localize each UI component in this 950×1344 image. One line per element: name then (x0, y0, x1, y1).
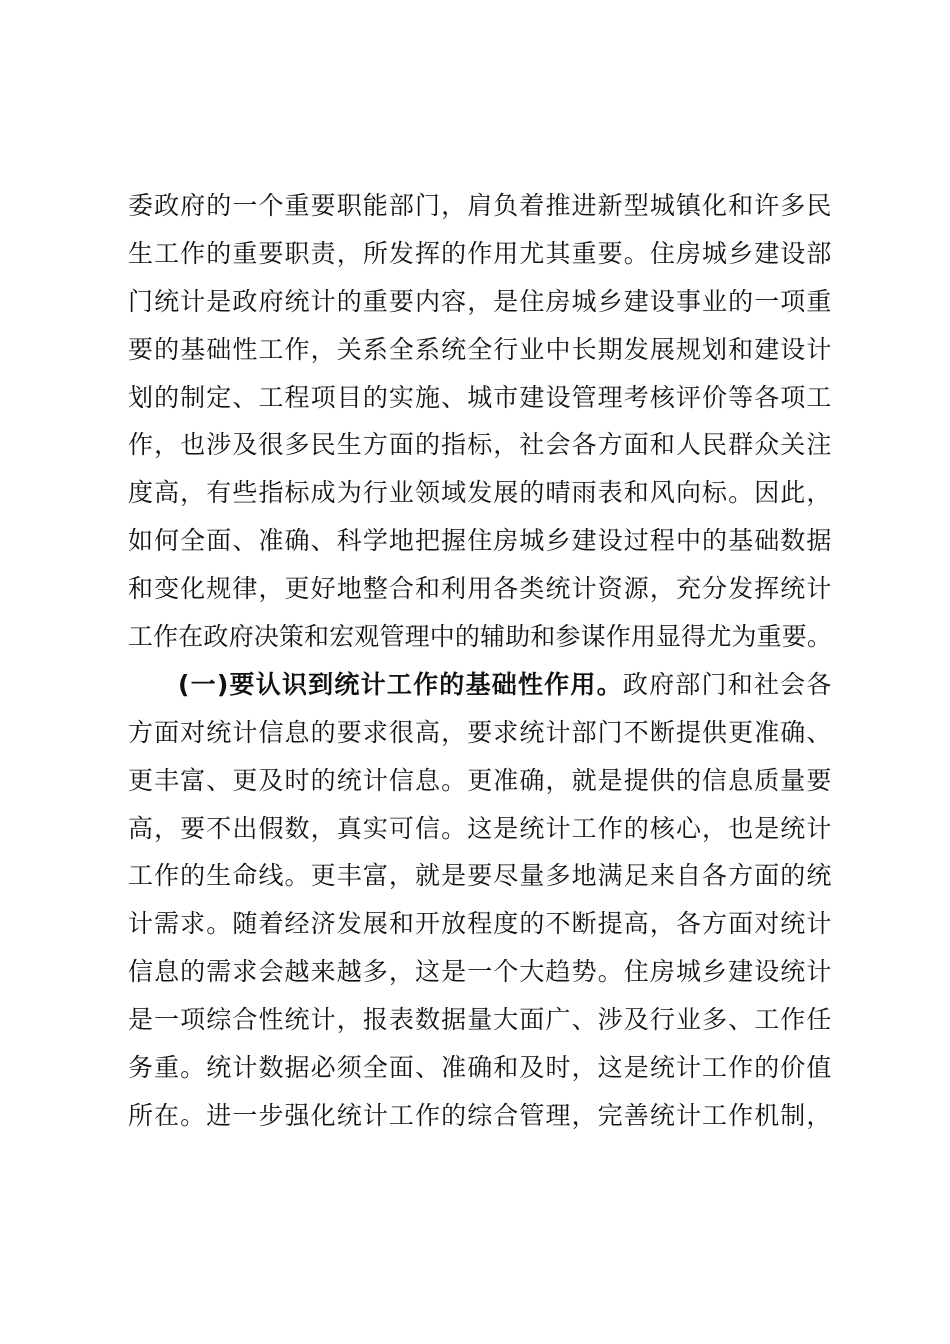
text-span: 政府部门和社会各 (622, 669, 832, 699)
text-line: 计需求。随着经济发展和开放程度的不断提高，各方面对统计 (128, 909, 832, 939)
text-line: 度高，有些指标成为行业领域发展的晴雨表和风向标。因此， (128, 478, 832, 508)
section-heading: (一)要认识到统计工作的基础性作用。 (178, 669, 623, 699)
text-line: 工作的生命线。更丰富，就是要尽量多地满足来自各方面的统 (128, 861, 832, 891)
text-line: 要的基础性工作，关系全系统全行业中长期发展规划和建设计 (128, 334, 832, 364)
text-line: 更丰富、更及时的统计信息。更准确，就是提供的信息质量要 (128, 765, 832, 795)
text-line: 高，要不出假数，真实可信。这是统计工作的核心，也是统计 (128, 813, 832, 843)
text-line: 划的制定、工程项目的实施、城市建设管理考核评价等各项工 (128, 382, 832, 412)
text-line: 门统计是政府统计的重要内容，是住房城乡建设事业的一项重 (128, 286, 832, 316)
text-line: 和变化规律，更好地整合和利用各类统计资源，充分发挥统计 (128, 574, 832, 604)
text-line: 生工作的重要职责，所发挥的作用尤其重要。住房城乡建设部 (128, 238, 832, 268)
paragraph-first-line (128, 661, 832, 709)
text-line: 所在。进一步强化统计工作的综合管理，完善统计工作机制， (128, 1100, 832, 1130)
text-line: 作，也涉及很多民生方面的指标，社会各方面和人民群众关注 (128, 430, 832, 460)
text-line: 是一项综合性统计，报表数据量大面广、涉及行业多、工作任 (128, 1005, 832, 1035)
text-line: 务重。统计数据必须全面、准确和及时，这是统计工作的价值 (128, 1053, 832, 1083)
body-text (128, 182, 832, 1140)
text-line: 工作在政府决策和宏观管理中的辅助和参谋作用显得尤为重要。 (128, 622, 832, 652)
text-line: 委政府的一个重要职能部门，肩负着推进新型城镇化和许多民 (128, 191, 832, 220)
text-line: 信息的需求会越来越多，这是一个大趋势。住房城乡建设统计 (128, 957, 832, 987)
text-line: 方面对统计信息的要求很高，要求统计部门不断提供更准确、 (128, 717, 832, 747)
text-line: 如何全面、准确、科学地把握住房城乡建设过程中的基础数据 (128, 526, 832, 556)
